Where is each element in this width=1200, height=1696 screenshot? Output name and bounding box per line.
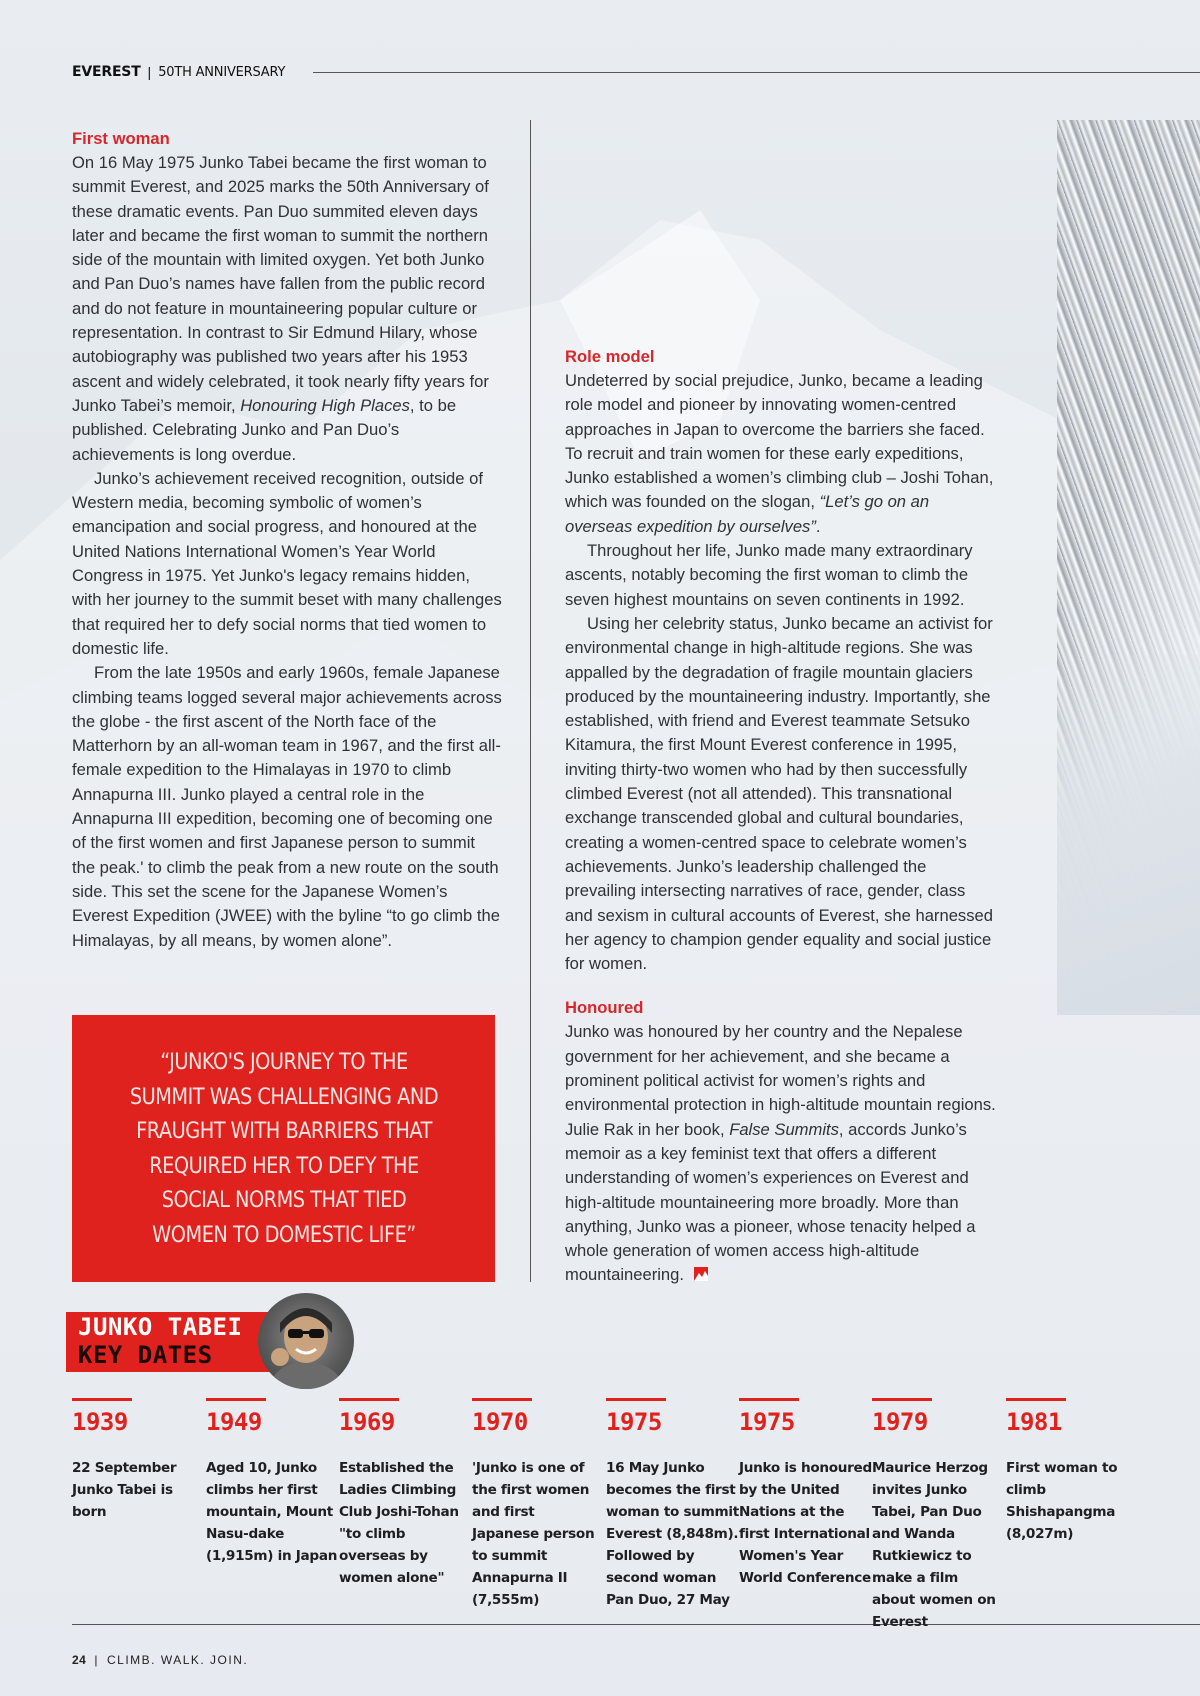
- key-dates-title-label: KEY DATES: [78, 1341, 213, 1369]
- timeline-item: [606, 1398, 739, 1611]
- timeline-item: [206, 1398, 339, 1567]
- slogan-quote: “Let’s go on an overseas expedition by ourselves”: [565, 492, 930, 536]
- junko-tabei-portrait: [258, 1293, 354, 1389]
- book-title-false-summits: False Summits: [729, 1119, 839, 1139]
- timeline-description: 22 September Junko Tabei is born: [72, 1460, 177, 1520]
- timeline-item: [339, 1398, 472, 1589]
- header-rule: [313, 72, 1200, 73]
- timeline-year: 1939: [72, 1408, 128, 1436]
- timeline-item: [872, 1398, 1005, 1633]
- role-model-paragraph-3: Using her celebrity status, Junko became an activist for environmental change in high-altitude regions. She was appalled by the degradation of fragile mountain glaciers produced by the mountaineering industry. Importantly, she established, with friend and Everest teammate Setsuko Kitamura, the first Mount Everest conference in 1995, inviting thirty-two women who had by then successfully climbed Everest (not all attended). This transnational exchange transcended global and cultural boundaries, creating a women-centred space to celebrate women’s achievements. Junko’s leadership challenged the prevailing intersecting narratives of race, gender, class and sexism in cultural accounts of Everest, she harnessed her agency to champion gender equality and social justice for women.: [565, 613, 993, 974]
- first-woman-paragraph-1: On 16 May 1975 Junko Tabei became the first woman to summit Everest, and 2025 marks the 50th Anniversary of these dramatic events. Pan Duo summited eleven days later and became the first woman to summit the northern side of the mountain with limited oxygen. Yet both Junko and Pan Duo’s names have fallen from the public record and do not feature in mountaineering popular culture or representation. In contrast to Sir Edmund Hilary, whose autobiography was published two years after his 1953 ascent and widely celebrated, it took nearly fifty years for Junko Tabei’s memoir, Honouring High Places, to be published. Celebrating Junko and Pan Duo’s achievements is long overdue.: [72, 153, 489, 464]
- footer-rule: [72, 1624, 1200, 1625]
- timeline-year: 1975: [606, 1408, 662, 1436]
- first-woman-paragraph-3: From the late 1950s and early 1960s, female Japanese climbing teams logged several major achievements across the globe - the first ascent of the North face of the Matterhorn by an all-woman team in 1967, and the first all-female expedition to the Himalayas in 1970 to climb Annapurna III. Junko played a central role in the Annapurna III expedition, becoming one of becoming one of the first women and first Japanese person to summit the peak.' to climb the peak from a new route on the south side. This set the scene for the Japanese Women’s Everest Expedition (JWEE) with the byline “to go climb the Himalayas, by all means, by women alone”.: [72, 663, 502, 950]
- timeline-year: 1981: [1006, 1408, 1062, 1436]
- key-dates-timeline: [72, 1398, 1138, 1630]
- article-column-left: [72, 127, 502, 953]
- key-dates-title-name: JUNKO TABEI: [78, 1313, 243, 1341]
- timeline-description: 'Junko is one of the first women and first Japanese person to summit Annapurna II (7,555m): [472, 1460, 595, 1608]
- edition-label: 50TH ANNIVERSARY: [158, 64, 286, 80]
- mountain-face-photo: [1057, 120, 1200, 1015]
- pull-quote-box: [72, 1015, 495, 1282]
- timeline-description: Maurice Herzog invites Junko Tabei, Pan Duo and Wanda Rutkiewicz to make a film about women on Everest: [872, 1460, 996, 1630]
- timeline-item: [472, 1398, 605, 1611]
- footer-separator: |: [94, 1653, 99, 1667]
- section-heading-role-model: Role model: [565, 347, 655, 366]
- timeline-item: [1006, 1398, 1139, 1545]
- page-number: 24: [72, 1653, 87, 1667]
- timeline-item: [739, 1398, 872, 1589]
- honoured-paragraph-1: Junko was honoured by her country and the Nepalese government for her achievement, and she became a prominent political activist for women’s rights and environmental protection in high-altitude mountain regions. Julie Rak in her book, False Summits, accords Junko’s memoir as a key feminist text that offers a different understanding of women’s experiences on Everest and high-altitude mountaineering more broadly. More than anything, Junko was a pioneer, whose tenacity helped a whole generation of women access high-altitude mountaineering.: [565, 1022, 996, 1285]
- pull-quote-text: “JUNKO'S JOURNEY TO THE SUMMIT WAS CHALLENGING AND FRAUGHT WITH BARRIERS THAT REQUIRED HER TO DEFY THE SOCIAL NORMS THAT TIED WOMEN TO DOMESTIC LIFE”: [129, 1049, 438, 1248]
- footer-tagline: CLIMB. WALK. JOIN.: [106, 1653, 249, 1667]
- timeline-item: [72, 1398, 205, 1523]
- timeline-year: 1975: [739, 1408, 795, 1436]
- timeline-description: 16 May Junko becomes the first woman to summit Everest (8,848m). Followed by second woman Pan Duo, 27 May: [606, 1460, 739, 1608]
- key-dates-title: [78, 1313, 242, 1369]
- magazine-brand: EVEREST: [72, 64, 141, 80]
- timeline-year: 1979: [872, 1408, 928, 1436]
- timeline-description: Established the Ladies Climbing Club Joshi-Tohan "to climb overseas by women alone": [339, 1460, 459, 1586]
- timeline-year: 1970: [472, 1408, 528, 1436]
- running-header: [72, 60, 1200, 84]
- article-column-right: [565, 345, 997, 1288]
- first-woman-paragraph-2: Junko’s achievement received recognition, outside of Western media, becoming symbolic of women’s emancipation and social progress, and honoured at the United Nations International Women’s Year World Congress in 1975. Yet Junko's legacy remains hidden, with her journey to the summit beset with many challenges that required her to defy social norms that tied women to domestic life.: [72, 468, 502, 658]
- role-model-paragraph-2: Throughout her life, Junko made many extraordinary ascents, notably becoming the first woman to climb the seven highest mountains on seven continents in 1992.: [565, 541, 973, 609]
- section-heading-first-woman: First woman: [72, 129, 170, 148]
- timeline-year: 1949: [206, 1408, 262, 1436]
- book-title-honouring-high-places: Honouring High Places: [240, 395, 410, 415]
- section-heading-honoured: Honoured: [565, 998, 644, 1018]
- page-footer: [72, 1653, 248, 1667]
- timeline-description: Aged 10, Junko climbs her first mountain, Mount Nasu-dake (1,915m) in Japan: [206, 1460, 338, 1564]
- timeline-description: Junko is honoured by the United Nations at the first International Women's Year World Conference: [739, 1460, 872, 1586]
- header-separator: |: [147, 64, 152, 80]
- column-divider: [530, 120, 531, 1282]
- article-end-mark-icon: [694, 1267, 708, 1281]
- role-model-paragraph-1: Undeterred by social prejudice, Junko, became a leading role model and pioneer by innovating women-centred approaches in Japan to overcome the barriers she faced. To recruit and train women for these early expeditions, Junko established a women’s climbing club – Joshi Tohan, which was founded on the slogan, “Let’s go on an overseas expedition by ourselves”.: [565, 371, 994, 536]
- timeline-year: 1969: [339, 1408, 395, 1436]
- timeline-description: First woman to climb Shishapangma (8,027m): [1006, 1460, 1118, 1542]
